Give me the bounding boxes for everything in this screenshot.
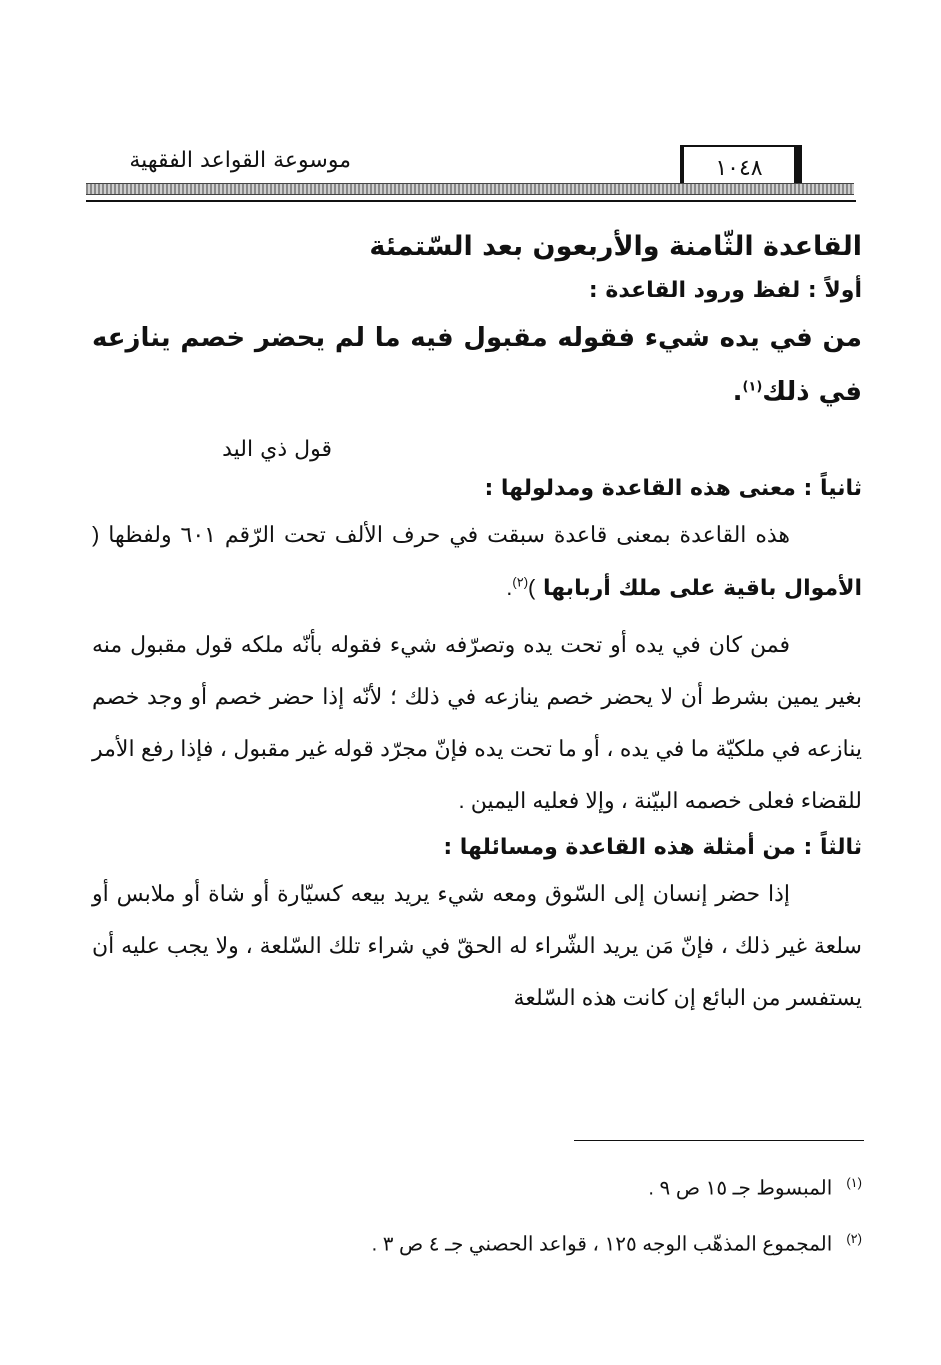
page-header	[0, 0, 941, 215]
paragraph-meaning-1-text: هذه القاعدة بمعنى قاعدة سبقت في حرف الألف تحت الرّقم ٦٠١ ولفظها (	[92, 522, 790, 547]
page-body	[92, 225, 862, 1028]
footnote-text: المجموع المذهّب الوجه ١٢٥ ، قواعد الحصني جـ ٤ ص ٣ .	[371, 1233, 833, 1256]
footnote-1	[92, 1158, 862, 1214]
quote-close: )	[528, 575, 536, 600]
section-heading-examples: ثالثاً : من أمثلة هذه القاعدة ومسائلها :	[443, 835, 862, 860]
footnote-ref-1: (١)	[742, 379, 763, 395]
rule-statement	[92, 311, 862, 419]
rule-alternate-name: قول ذي اليد	[222, 437, 332, 462]
footnote-marker: (١)	[846, 1175, 862, 1190]
paragraph-meaning-2: فمن كان في يده أو تحت يده وتصرّفه شيء فقوله بأنّه ملكه قول مقبول منه بغير يمين بشرط أن لا يحضر خصم ينازعه في ذلك ؛ لأنّه إذا حضر خصم أو وجد خصم ينازعه في ملكيّة ما في يده ، أو ما تحت يده فإنّ مجرّد قوله غير مقبول ، فإذا رفع الأمر للقضاء فعلى خصمه البيّنة ، وإلا فعليه اليمين .	[92, 632, 862, 813]
section-heading-meaning: ثانياً : معنى هذه القاعدة ومدلولها :	[484, 476, 862, 501]
footnote-marker: (٢)	[846, 1230, 862, 1246]
rule-title: القاعدة الثّامنة والأربعون بعد السّتمئة	[369, 231, 862, 262]
paragraph-example-1: إذا حضر إنسان إلى السّوق ومعه شيء يريد بيعه كسيّارة أو شاة أو ملابس أو سلعة غير ذلك ، فإنّ مَن يريد الشّراء له الحقّ في شراء تلك السّلعة ، ولا يجب عليه أن يستفسر من البائع إن كانت هذه السّلعة	[92, 881, 862, 1010]
header-decorative-bar	[86, 183, 854, 195]
book-title: موسوعة القواعد الفقهية	[129, 148, 351, 173]
paragraph-meaning-1-end: .	[506, 575, 513, 600]
footnote-2	[92, 1214, 862, 1270]
rule-statement-end: .	[732, 377, 743, 407]
footnote-text: المبسوط جـ ١٥ ص ٩ .	[648, 1177, 833, 1200]
header-rule	[86, 200, 856, 202]
page-number: ١٠٤٨	[680, 145, 802, 189]
rule-statement-text: من في يده شيء فقوله مقبول فيه ما لم يحضر خصم ينازعه في ذلك	[92, 323, 862, 407]
footnotes	[92, 1158, 862, 1269]
paragraph-meaning-1	[92, 509, 862, 615]
quoted-rule-wording: الأموال باقية على ملك أربابها	[535, 576, 862, 601]
section-heading-wording: أولاً : لفظ ورود القاعدة :	[588, 278, 862, 303]
footnote-separator	[574, 1140, 864, 1141]
footnote-ref-2: (٢)	[512, 574, 529, 590]
